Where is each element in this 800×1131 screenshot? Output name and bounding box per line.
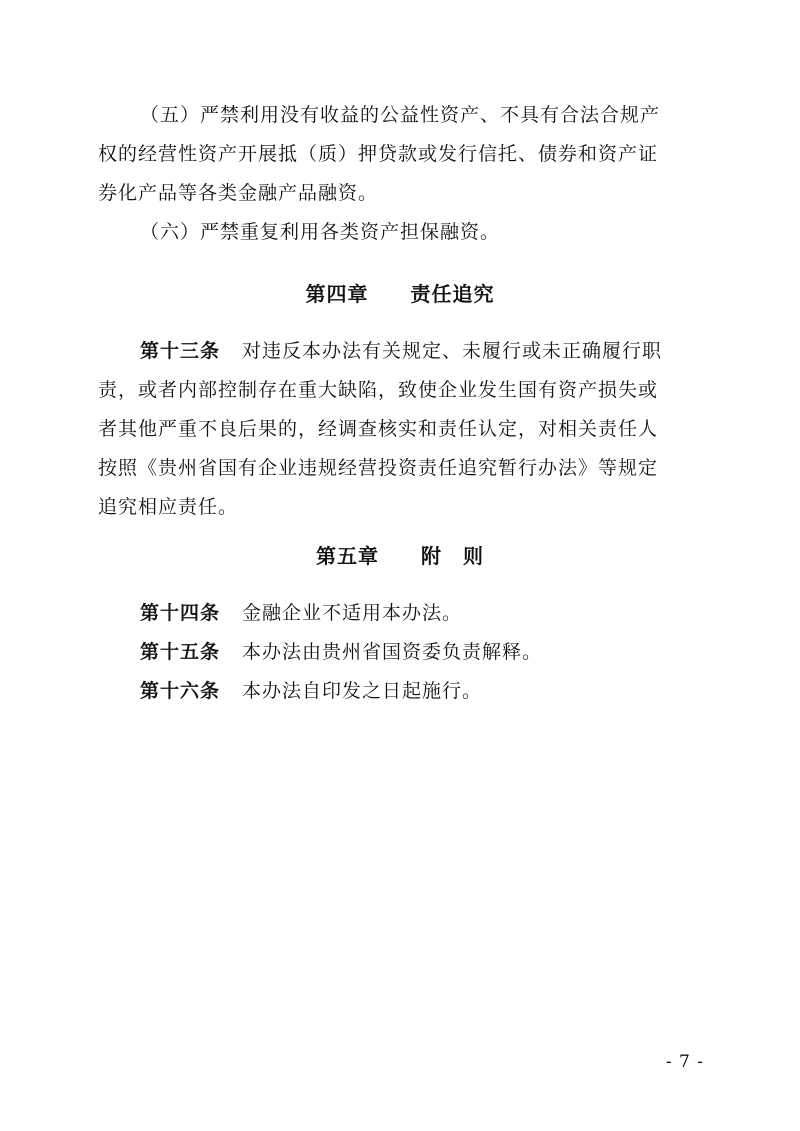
article-13-line-5: 追究相应责任。 [98, 496, 239, 518]
closing-articles [140, 594, 702, 711]
chapter-4-heading: 第四章 责任追究 [305, 282, 495, 306]
article-15-text: 本办法由贵州省国资委负责解释。 [242, 641, 543, 663]
provision-6: （六）严禁重复利用各类资产担保融资。 [140, 221, 501, 243]
article-15-label: 第十五条 [140, 641, 221, 663]
provision-5 [98, 96, 702, 213]
article-13-line-4: 按照《贵州省国有企业违规经营投资责任追究暂行办法》等规定 [98, 457, 659, 479]
article-13-label: 第十三条 [140, 340, 221, 362]
article-13-text-1: 对违反本办法有关规定、未履行或未正确履行职 [242, 340, 663, 362]
provision-5-line-2: 权的经营性资产开展抵（质）押贷款或发行信托、债券和资产证 [98, 143, 659, 165]
page-number: - 7 - [665, 1052, 704, 1072]
article-13-line-3: 者其他严重不良后果的，经调查核实和责任认定，对相关责任人 [98, 418, 659, 440]
article-16 [140, 672, 702, 711]
chapter-5-heading: 第五章 附 则 [316, 544, 484, 568]
provision-5-line-3: 券化产品等各类金融产品融资。 [98, 182, 379, 204]
article-13-line-2: 责，或者内部控制存在重大缺陷，致使企业发生国有资产损失或 [98, 379, 659, 401]
article-15 [140, 633, 702, 672]
article-16-text: 本办法自印发之日起施行。 [242, 680, 483, 702]
article-13-line-1 [140, 332, 702, 371]
article-14-label: 第十四条 [140, 602, 221, 624]
provision-5-line-1: （五）严禁利用没有收益的公益性资产、不具有合法合规产 [140, 104, 661, 126]
article-13 [98, 332, 702, 527]
article-14 [140, 594, 702, 633]
article-16-label: 第十六条 [140, 680, 221, 702]
provision-list [98, 96, 702, 252]
article-14-text: 金融企业不适用本办法。 [242, 602, 463, 624]
